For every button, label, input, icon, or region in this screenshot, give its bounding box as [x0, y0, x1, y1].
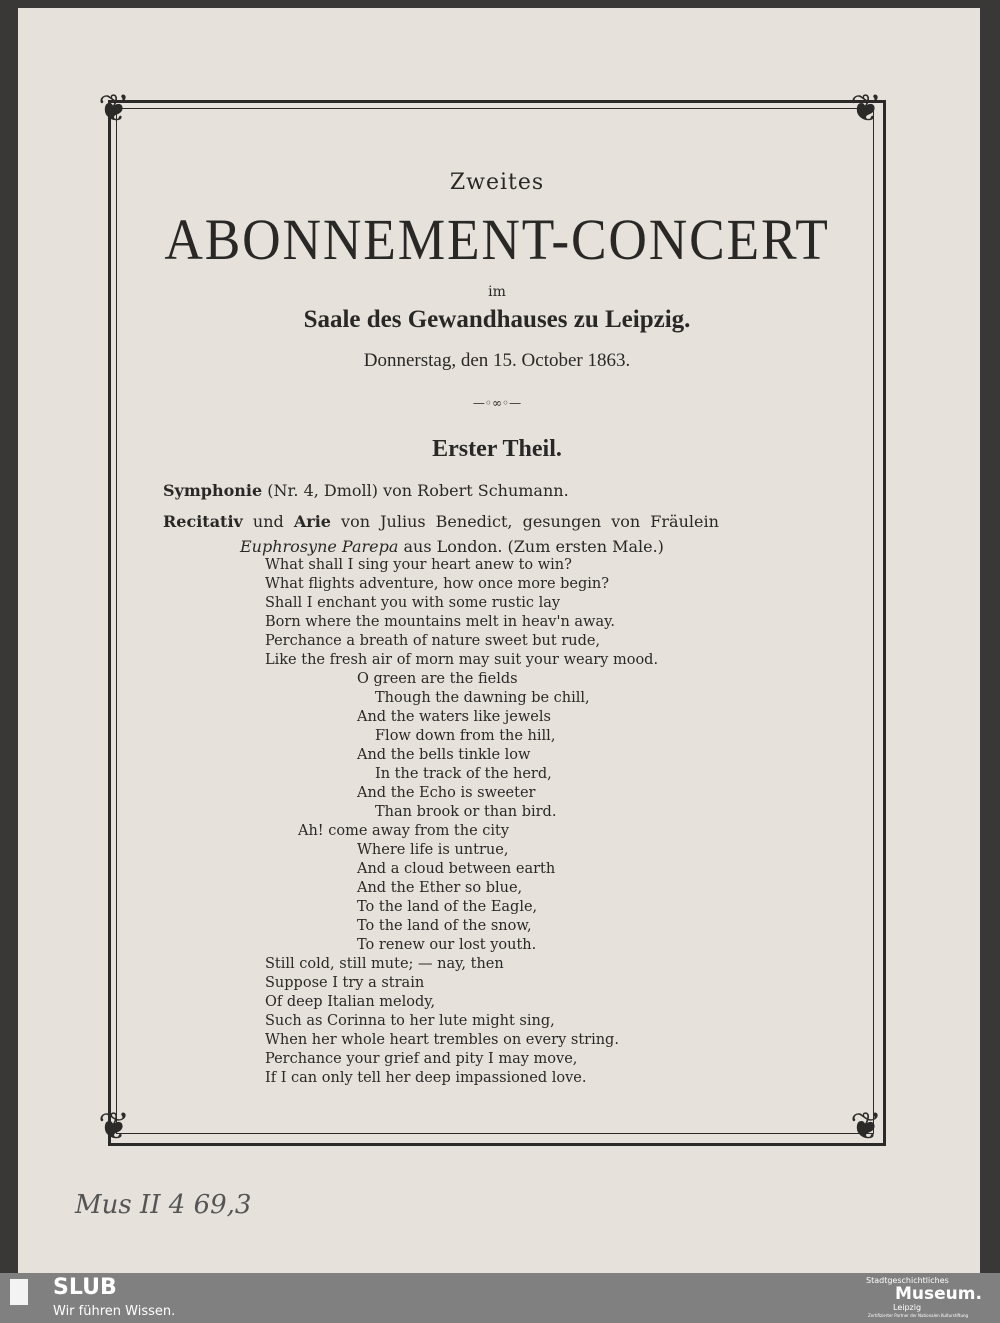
poem-line: When her whole heart trembles on every string.: [265, 1032, 619, 1048]
corner-ornament-icon: ❦: [850, 86, 882, 130]
venue: Saale des Gewandhauses zu Leipzig.: [303, 306, 691, 333]
concert-title: ABONNEMENT-CONCERT: [164, 207, 830, 272]
handwritten-shelfmark: Mus II 4 69,3: [75, 1190, 252, 1220]
museum-partner: Zertifizierter Partner der Nationalen Kulturstiftung: [868, 1313, 969, 1318]
item-details: (Nr. 4, Dmoll) von Robert Schumann.: [262, 481, 569, 500]
poem-line: Though the dawning be chill,: [375, 690, 590, 706]
poem-line: And the Echo is sweeter: [357, 785, 536, 801]
concert-date: Donnerstag, den 15. October 1863.: [363, 350, 631, 371]
museum-city: Leipzig: [893, 1303, 922, 1312]
poem-line: To the land of the snow,: [357, 918, 532, 934]
poem-line: Where life is untrue,: [357, 842, 509, 858]
poem-line: Perchance your grief and pity I may move,: [265, 1051, 578, 1067]
item-details: von Julius Benedict, gesungen von Fräulein: [330, 512, 719, 531]
part-heading: Erster Theil.: [432, 436, 562, 462]
slub-book-icon: [10, 1279, 28, 1305]
poem-line: Ah! come away from the city: [298, 823, 510, 839]
poem-line: And the waters like jewels: [357, 709, 551, 725]
poem-line: Of deep Italian melody,: [265, 994, 436, 1010]
poem-line: And the bells tinkle low: [357, 747, 531, 763]
corner-ornament-icon: ❦: [850, 1104, 882, 1148]
poem-line: What flights adventure, how once more begin?: [265, 576, 610, 592]
poem-line: Suppose I try a strain: [265, 975, 425, 991]
poem-line: Than brook or than bird.: [375, 804, 557, 820]
corner-ornament-icon: ❦: [98, 86, 130, 130]
pre-title: Zweites: [449, 170, 545, 195]
item-title: Arie: [293, 512, 331, 531]
poem-line: What shall I sing your heart anew to win?: [265, 557, 572, 573]
museum-logo: Museum.: [895, 1284, 982, 1304]
soloist-name: Euphrosyne Parepa: [240, 537, 399, 556]
item-title: Recitativ: [163, 512, 243, 531]
item-text: und: [242, 512, 294, 531]
footer-bar: [0, 1273, 1000, 1323]
poem-line: To renew our lost youth.: [357, 937, 537, 953]
poem-line: Born where the mountains melt in heav'n away.: [265, 614, 615, 630]
program-item-recitativ: [163, 512, 719, 531]
poem-line: Shall I enchant you with some rustic lay: [265, 595, 561, 611]
program-item-soloist: [240, 537, 664, 556]
poem-line: Such as Corinna to her lute might sing,: [265, 1013, 555, 1029]
poem-line: Like the fresh air of morn may suit your weary mood.: [265, 652, 659, 668]
poem-line: In the track of the herd,: [375, 766, 552, 782]
item-title: Symphonie: [163, 481, 263, 500]
poem-line: To the land of the Eagle,: [357, 899, 538, 915]
poem-line: And a cloud between earth: [357, 861, 556, 877]
museum-pre: Stadtgeschichtliches: [866, 1276, 949, 1285]
im-text: im: [488, 284, 506, 300]
poem-line: O green are the fields: [357, 671, 518, 687]
slub-logo: SLUB: [53, 1275, 117, 1300]
poem-line: Still cold, still mute; — nay, then: [265, 956, 504, 972]
poem-line: Perchance a breath of nature sweet but rude,: [265, 633, 601, 649]
poem-line: Flow down from the hill,: [375, 728, 556, 744]
divider-ornament-icon: —◦∞◦—: [472, 396, 522, 410]
item-details: aus London. (Zum ersten Male.): [398, 537, 664, 556]
slub-tagline: Wir führen Wissen.: [53, 1304, 176, 1319]
poem-line: And the Ether so blue,: [357, 880, 523, 896]
program-item-symphonie: [163, 481, 569, 500]
corner-ornament-icon: ❦: [98, 1104, 130, 1148]
poem-line: If I can only tell her deep impassioned love.: [265, 1070, 587, 1086]
